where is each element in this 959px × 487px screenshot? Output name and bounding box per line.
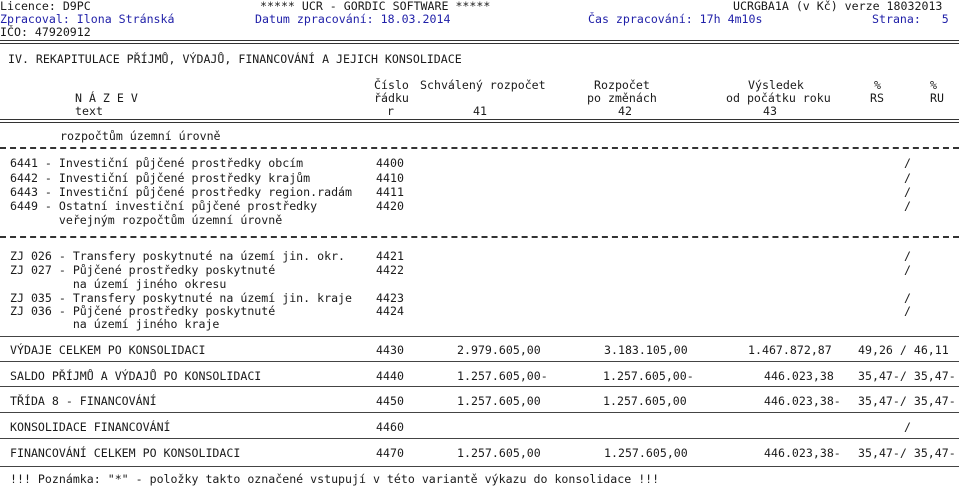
table-row-label-continued: na území jiného kraje — [10, 317, 220, 331]
row-number: 4424 — [376, 304, 404, 318]
table-row-label-continued: veřejným rozpočtům územní úrovně — [10, 213, 283, 227]
table-row-label: 6443 - Investiční půjčené prostředky region.radám — [10, 185, 353, 199]
row-number: 4422 — [376, 263, 404, 277]
pct-value: 49,26 / 46,11 — [858, 343, 949, 357]
pct-slash: / — [904, 249, 911, 263]
total-label: KONSOLIDACE FINANCOVÁNÍ — [10, 420, 171, 434]
row-divider — [0, 412, 959, 413]
col-approved-top: Schválený rozpočet — [420, 78, 546, 92]
pct-slash: / — [904, 199, 911, 213]
pct-slash: / — [904, 171, 911, 185]
col-pct-ru-mid: RU — [930, 91, 944, 105]
total-label: SALDO PŘÍJMŮ A VÝDAJŮ PO KONSOLIDACI — [10, 369, 262, 383]
row-divider — [0, 466, 959, 467]
pct-slash: / — [904, 291, 911, 305]
col-approved-bottom: 41 — [473, 104, 487, 118]
col-pct-rs-top: % — [874, 78, 881, 92]
page-number: Strana: 5 — [872, 12, 949, 26]
budget-value: 1.257.605,00 — [603, 394, 687, 408]
col-pct-ru-top: % — [930, 78, 937, 92]
header-divider — [0, 40, 959, 44]
result-value: 446.023,38- — [764, 446, 841, 460]
table-row-label: ZJ 027 - Půjčené prostředky poskytnuté — [10, 263, 276, 277]
column-header-divider — [0, 119, 959, 123]
footnote: !!! Poznámka: "*" - položky takto označené vstupují v této variantě výkazu do konsolidace !!! — [10, 472, 660, 486]
result-value: 446.023,38 — [764, 369, 834, 383]
row-number: 4411 — [376, 185, 404, 199]
row-number: 4460 — [376, 420, 404, 434]
processed-by: Zpracoval: Ilona Stránská — [0, 12, 175, 26]
report-code: UCRGBA1A (v Kč) verze 18032013 — [733, 0, 943, 13]
col-row-number-bottom: r — [387, 104, 394, 118]
row-number: 4420 — [376, 199, 404, 213]
row-number: 4400 — [376, 156, 404, 170]
table-row-label: 6449 - Ostatní investiční půjčené prostředky — [10, 199, 318, 213]
pct-value: 35,47-/ 35,47- — [858, 394, 956, 408]
total-label: TŘÍDA 8 - FINANCOVÁNÍ — [10, 394, 157, 408]
col-row-number-mid: řádku — [374, 91, 409, 105]
pct-slash: / — [904, 156, 911, 170]
row-number: 4421 — [376, 249, 404, 263]
row-divider — [0, 361, 959, 362]
col-budget-mid: po změnách — [587, 91, 657, 105]
processing-date: Datum zpracování: 18.03.2014 — [255, 12, 451, 26]
row-number: 4470 — [376, 446, 404, 460]
carry-over-text: rozpočtům územní úrovně — [60, 129, 221, 143]
dashed-divider — [0, 236, 959, 238]
budget-value: 3.183.105,00 — [604, 343, 688, 357]
approved-value: 1.257.605,00- — [457, 369, 548, 383]
pct-value: / — [904, 420, 911, 434]
row-divider — [0, 336, 959, 337]
section-title: IV. REKAPITULACE PŘÍJMŮ, VÝDAJŮ, FINANCOVÁNÍ A JEJICH KONSOLIDACE — [8, 52, 462, 66]
col-name-bottom: text — [75, 104, 103, 118]
total-label: FINANCOVÁNÍ CELKEM PO KONSOLIDACI — [10, 446, 241, 460]
row-number: 4440 — [376, 369, 404, 383]
pct-slash: / — [904, 263, 911, 277]
report-title: ***** UCR - GORDIC SOFTWARE ***** — [260, 0, 491, 13]
col-result-top: Výsledek — [748, 78, 804, 92]
table-row-label-continued: na území jiného okresu — [10, 277, 227, 291]
pct-value: 35,47-/ 35,47- — [858, 446, 956, 460]
pct-slash: / — [904, 185, 911, 199]
row-number: 4410 — [376, 171, 404, 185]
approved-value: 2.979.605,00 — [457, 343, 541, 357]
row-number: 4450 — [376, 394, 404, 408]
result-value: 446.023,38- — [764, 394, 841, 408]
approved-value: 1.257.605,00 — [457, 446, 541, 460]
row-divider — [0, 386, 959, 387]
col-result-bottom: 43 — [763, 104, 777, 118]
col-budget-top: Rozpočet — [594, 78, 650, 92]
col-result-mid: od počátku roku — [726, 91, 831, 105]
table-row-label: ZJ 036 - Půjčené prostředky poskytnuté — [10, 304, 276, 318]
ico-label: IČO: 47920912 — [0, 25, 91, 39]
budget-value: 1.257.605,00- — [603, 369, 694, 383]
col-row-number-top: Číslo — [374, 78, 409, 92]
result-value: 1.467.872,87 — [748, 343, 832, 357]
row-number: 4423 — [376, 291, 404, 305]
pct-value: 35,47-/ 35,47- — [858, 369, 956, 383]
pct-slash: / — [904, 304, 911, 318]
row-divider — [0, 438, 959, 439]
col-pct-rs-mid: RS — [870, 91, 884, 105]
col-budget-bottom: 42 — [618, 104, 632, 118]
processing-time: Čas zpracování: 17h 4m10s — [588, 12, 763, 26]
row-number: 4430 — [376, 343, 404, 357]
budget-value: 1.257.605,00 — [604, 446, 688, 460]
table-row-label: 6442 - Investiční půjčené prostředky krajům — [10, 171, 311, 185]
licence-label: Licence: D9PC — [0, 0, 91, 13]
approved-value: 1.257.605,00 — [457, 394, 541, 408]
total-label: VÝDAJE CELKEM PO KONSOLIDACI — [10, 343, 206, 357]
col-name-top: N Á Z E V — [75, 91, 138, 105]
table-row-label: ZJ 035 - Transfery poskytnuté na území jin. kraje — [10, 291, 353, 305]
table-row-label: ZJ 026 - Transfery poskytnuté na území jin. okr. — [10, 249, 346, 263]
table-row-label: 6441 - Investiční půjčené prostředky obcím — [10, 156, 304, 170]
dashed-divider — [0, 147, 959, 149]
